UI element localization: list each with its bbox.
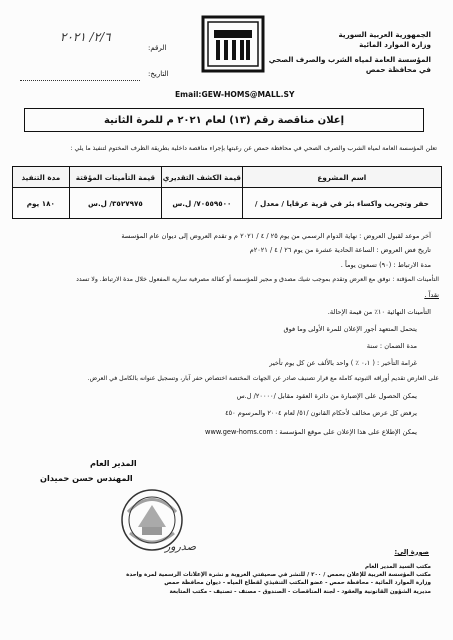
- deadline-line: آخر موعد لقبول العروض : نهاية الدوام الرسمي من يوم ٢٥ / ٤ / ٢٠٢١ م و تقدم العروض إلى ديوان عام المؤسسة: [121, 232, 431, 240]
- announcement-title: إعلان مناقصة رقم (١٣) لعام ٢٠٢١ م للمرة الثانية: [24, 108, 424, 132]
- documents-line: على العارض تقديم أوراقه الثبوتية كاملة مع قرار تصنيف صادر عن الجهات المختصة اختصاص حفر آبار، وتسجيل عنوانه بالكامل في العرض.: [87, 375, 439, 382]
- intro-text: تعلن المؤسسة العامة لمياه الشرب والصرف الصحي في محافظة حمص عن رغبتها بإجراء مناقصة داخلية بطريقة الظرف المختوم لتنفيذ ما يلي :: [70, 145, 437, 152]
- handwritten-date: ٢/٦/ ٢٠٢١: [60, 30, 111, 44]
- copy-to-label: صورة إلى:: [394, 548, 429, 556]
- cell-project: حفر وتجريب واكساء بئر في قرية عرقايا / معدل /: [242, 188, 441, 219]
- copy-to-list: [126, 563, 431, 596]
- signature-title: المدير العام: [90, 458, 137, 468]
- issuer-line-4: في محافظة حمص: [365, 64, 431, 74]
- advert-cost-line: يتحمل المتعهد أجور الإعلان للمرة الأولى وما فوق: [283, 325, 417, 333]
- issuer-line-2: وزارة الموارد المائية: [359, 39, 431, 49]
- table-header-row: [13, 167, 442, 188]
- handwritten-note: صدرور: [165, 540, 197, 553]
- copy-line-3: وزارة الموارد المائية - محافظة حمص - عضو المكتب التنفيذي لقطاع المياه - ديوان محافظة حمص: [164, 580, 431, 587]
- commitment-line: مدة الارتباط : (٩٠) تسعون يوماً .: [340, 261, 431, 269]
- column-header-duration: مدة التنفيذ: [13, 167, 70, 188]
- email-address: Email:GEW-HOMS@MALL.SY: [175, 90, 295, 99]
- final-insurance-line: التأمينات النهائية ١٠٪ من قيمة الإحالة.: [327, 308, 431, 316]
- cell-duration: ١٨٠ يوم: [13, 188, 70, 219]
- table-row: [13, 188, 442, 219]
- law-line: يرفض كل عرض مخالف لأحكام القانون /٥١/ لعام ٢٠٠٤ والمرسوم ٤٥٠: [225, 409, 417, 417]
- copy-line-2: مكتب المؤسسة العربية للإعلان بحمص / ٢٠٠ / للنشر في صحيفتي العروبة و نشرة الإعلانات الرسمية لمرة واحدة: [126, 572, 431, 579]
- issuer-line-3: المؤسسة العامة لمياه الشرب والصرف الصحي: [268, 55, 431, 65]
- copy-line-1: مكتب السيد المدير العام: [365, 564, 431, 570]
- column-header-estimate: قيمة الكشف التقديري: [162, 167, 243, 188]
- issuer-line-1: الجمهورية العربية السورية: [338, 30, 431, 39]
- cell-insurance: ٣٥٢٧٩٧٥/ ل.س: [69, 188, 161, 219]
- dossier-line: يمكن الحصول على الإضبارة من دائرة العقود مقابل /٢٠٠٠٠/ ل.س: [236, 392, 417, 400]
- website-line: يمكن الإطلاع على هذا الإعلان على موقع المؤسسة : www.gew-homs.com: [205, 428, 417, 436]
- column-header-project: اسم المشروع: [242, 167, 441, 188]
- cell-estimate: ٧٠٥٥٩٥٠٠/ ل.س: [162, 188, 243, 219]
- column-header-insurance: قيمة التأمينات المؤقتة: [69, 167, 161, 188]
- copy-line-4: مديرية الشؤون القانونية والعقود - لجنة المناقصات - الصندوق - مصنف - تصنيف - مكتب المتابعة: [169, 588, 431, 595]
- issuer-block: [269, 30, 431, 74]
- warranty-line: مدة الضمان : سنة: [366, 342, 417, 350]
- date-underline: [20, 80, 140, 81]
- date-label: التاريخ:: [148, 70, 169, 78]
- organization-logo: [200, 14, 266, 74]
- cash-note: نقداً .: [424, 291, 439, 299]
- reference-label: الرقم:: [148, 44, 167, 52]
- signature-name: المهندس حسن حميدان: [40, 473, 133, 483]
- temporary-insurance-line: التأمينات المؤقتة : نوفق مع العرض وتقدم بموجب شيك مصدق و مجير للمؤسسة أو كفالة مصرفية سارية المفعول خلال مدة الارتباط. ولا تسدد: [76, 276, 439, 283]
- delay-penalty-line: غرامة التأخير : ( ٠،١ ٪ ) واحد بالألف عن كل يوم تأخير: [269, 359, 417, 367]
- opening-date-line: تاريخ فض العروض : الساعة الحادية عشرة من يوم ٢٦ / ٤ / ٢٠٢١م: [249, 246, 431, 254]
- tender-table: [12, 166, 442, 219]
